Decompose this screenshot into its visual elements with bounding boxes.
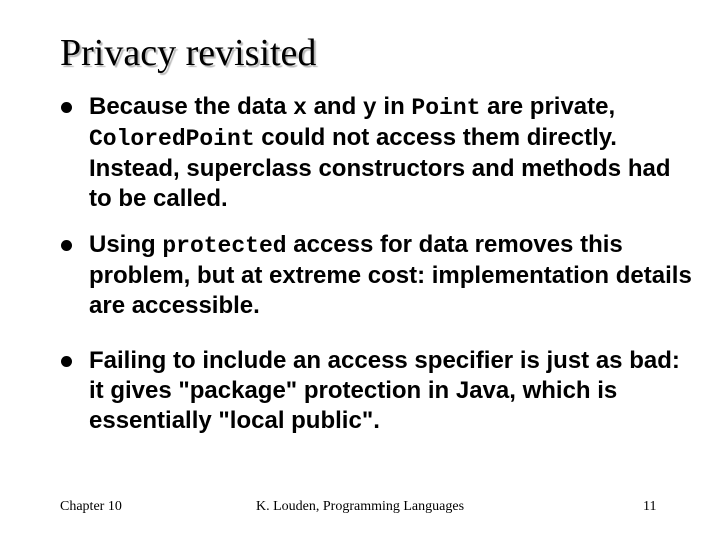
code-term: y — [362, 95, 377, 121]
bullet-list — [58, 92, 698, 436]
bullet-text: are private, — [480, 93, 616, 120]
bullet-text: could not access them directly. Instead, superclass constructors and methods had to be called. — [89, 124, 671, 212]
bullet-dot-icon — [61, 102, 72, 113]
bullet-text: Using — [89, 231, 163, 258]
bullet-item-inheritance-privacy — [58, 92, 698, 214]
footer-page-number: 11 — [643, 499, 657, 514]
bullet-text: access for data removes this problem, but at extreme cost: implementation details are accessible. — [89, 231, 692, 319]
footer-course: K. Louden, Programming Languages — [256, 499, 465, 514]
bullet-dot-icon — [61, 356, 72, 367]
bullet-text: and — [306, 93, 363, 120]
bullet-item-protected-access — [58, 230, 698, 321]
footer-chapter: Chapter 10 — [60, 499, 122, 514]
bullet-text: Because the data — [89, 93, 294, 120]
code-term: protected — [162, 233, 287, 259]
bullet-item-package-access — [58, 346, 698, 436]
bullet-text: in — [376, 93, 412, 120]
code-term: x — [293, 95, 307, 121]
slide-title: Privacy revisited — [60, 32, 317, 74]
bullet-text: Failing to include an access specifier is just as bad: it gives "package" protection in Java, which is essentially "local public". — [89, 347, 680, 434]
bullet-dot-icon — [61, 240, 72, 251]
code-term: Point — [411, 95, 481, 121]
code-term: ColoredPoint — [89, 126, 255, 152]
